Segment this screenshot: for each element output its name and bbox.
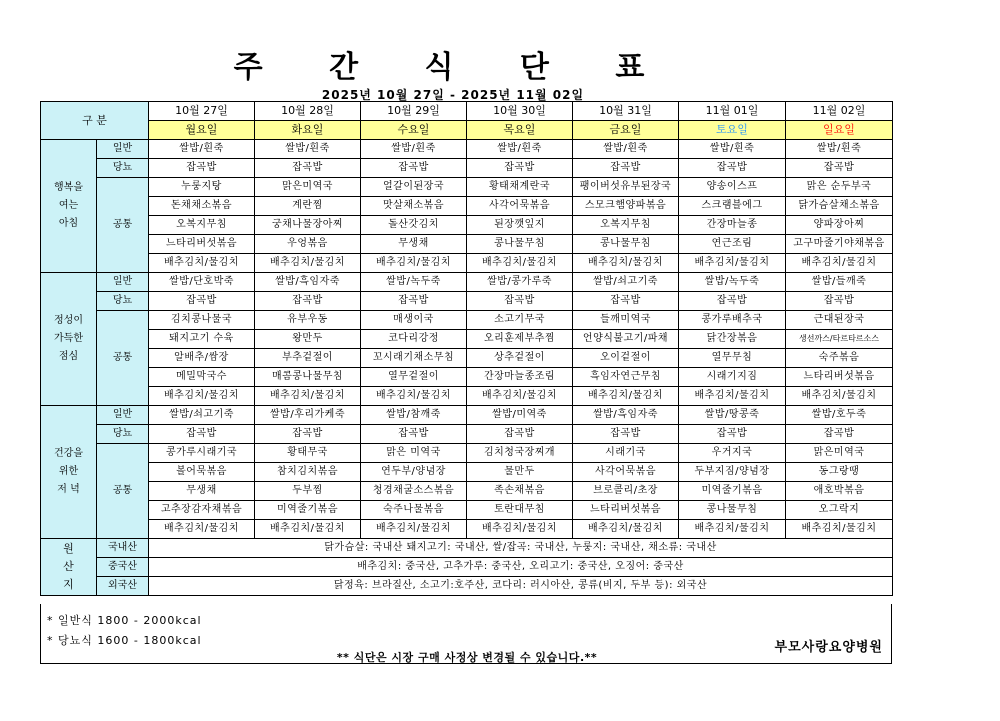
menu-item: 오그락지 [786, 501, 893, 520]
menu-item: 콩나물무침 [573, 235, 679, 254]
menu-item: 열무겉절이 [361, 368, 467, 387]
breakfast-general-row [41, 140, 893, 159]
menu-item: 쌀밥/흰죽 [149, 140, 255, 159]
menu-item: 잡곡밥 [573, 425, 679, 444]
menu-item: 물만두 [467, 463, 573, 482]
menu-item: 사각어묵볶음 [573, 463, 679, 482]
menu-item: 느타리버섯볶음 [786, 368, 893, 387]
menu-item: 콩가루시래기국 [149, 444, 255, 463]
lunch-label: 정성이 가득한 점심 [41, 273, 97, 406]
menu-item: 황태채계란국 [467, 178, 573, 197]
origin-label: 원 산 지 [41, 539, 97, 596]
menu-item: 배추김치/물김치 [149, 520, 255, 539]
menu-item: 매생이국 [361, 311, 467, 330]
menu-item: 잡곡밥 [255, 425, 361, 444]
dinner-common-row [41, 501, 893, 520]
menu-item: 쌀밥/호두죽 [786, 406, 893, 425]
menu-item: 닭가슴살채소볶음 [786, 197, 893, 216]
menu-item: 우거지국 [679, 444, 786, 463]
dinner-general-row [41, 406, 893, 425]
day-cell: 금요일 [573, 121, 679, 140]
menu-item: 오복지무침 [573, 216, 679, 235]
menu-item: 고구마줄기야채볶음 [786, 235, 893, 254]
breakfast-diabetic-row [41, 159, 893, 178]
page-title: 주 간 식 단 표 [233, 50, 673, 85]
menu-item: 돼지고기 수육 [149, 330, 255, 349]
origin-name: 중국산 [97, 558, 149, 577]
menu-item: 잡곡밥 [786, 159, 893, 178]
menu-item: 왕만두 [255, 330, 361, 349]
menu-item: 잡곡밥 [149, 425, 255, 444]
menu-item: 코다리강정 [361, 330, 467, 349]
menu-item: 매콤콩나물무침 [255, 368, 361, 387]
day-cell: 월요일 [149, 121, 255, 140]
menu-item: 잡곡밥 [467, 292, 573, 311]
date-cell: 10월 28일 [255, 102, 361, 121]
menu-item: 간장마늘종 [679, 216, 786, 235]
menu-item: 생선까스/타르타르소스 [786, 330, 893, 349]
menu-item: 족손채볶음 [467, 482, 573, 501]
general-label: 일반 [97, 140, 149, 159]
date-cell: 10월 27일 [149, 102, 255, 121]
breakfast-common-row [41, 197, 893, 216]
breakfast-common-row [41, 235, 893, 254]
menu-item: 시래기지짐 [679, 368, 786, 387]
origin-name: 국내산 [97, 539, 149, 558]
menu-item: 맑은 순두부국 [786, 178, 893, 197]
menu-item: 잡곡밥 [786, 425, 893, 444]
menu-item: 잡곡밥 [679, 159, 786, 178]
menu-item: 얼갈이된장국 [361, 178, 467, 197]
menu-item: 배추김치/물김치 [573, 387, 679, 406]
menu-item: 팽이버섯유부된장국 [573, 178, 679, 197]
menu-item: 돌산갓김치 [361, 216, 467, 235]
menu-item: 쌀밥/단호박죽 [149, 273, 255, 292]
menu-item: 배추김치/물김치 [361, 387, 467, 406]
menu-item: 쌀밥/미역죽 [467, 406, 573, 425]
day-cell: 화요일 [255, 121, 361, 140]
menu-item: 연두부/양념장 [361, 463, 467, 482]
menu-item: 잡곡밥 [467, 159, 573, 178]
menu-item: 쌀밥/흰죽 [255, 140, 361, 159]
menu-item: 언양식불고기/파채 [573, 330, 679, 349]
menu-item: 토란대무침 [467, 501, 573, 520]
origin-value: 배추김치: 중국산, 고추가루: 중국산, 오리고기: 중국산, 오징어: 중국산 [149, 558, 893, 577]
gubun-header: 구 분 [41, 102, 149, 140]
menu-item: 쌀밥/땅콩죽 [679, 406, 786, 425]
day-cell: 일요일 [786, 121, 893, 140]
menu-item: 배추김치/물김치 [255, 520, 361, 539]
menu-item: 계란찜 [255, 197, 361, 216]
menu-item: 쌀밥/흰죽 [361, 140, 467, 159]
header-day-row [41, 121, 893, 140]
date-cell: 10월 31일 [573, 102, 679, 121]
menu-item: 잡곡밥 [467, 425, 573, 444]
menu-item: 오복지무침 [149, 216, 255, 235]
dinner-diabetic-row [41, 425, 893, 444]
menu-item: 배추김치/물김치 [786, 387, 893, 406]
menu-item: 사각어묵볶음 [467, 197, 573, 216]
menu-item: 쌀밥/녹두죽 [679, 273, 786, 292]
menu-item: 두부찜 [255, 482, 361, 501]
notes-box [40, 604, 892, 664]
common-label: 공통 [97, 178, 149, 273]
general-label: 일반 [97, 273, 149, 292]
menu-item: 잡곡밥 [679, 425, 786, 444]
general-kcal-note: * 일반식 1800 - 2000kcal [47, 614, 202, 627]
day-cell: 수요일 [361, 121, 467, 140]
menu-item: 쌀밥/후리가케죽 [255, 406, 361, 425]
menu-item: 알배추/쌈장 [149, 349, 255, 368]
menu-item: 쌀밥/들깨죽 [786, 273, 893, 292]
lunch-common-row [41, 311, 893, 330]
menu-item: 근대된장국 [786, 311, 893, 330]
date-cell: 11월 02일 [786, 102, 893, 121]
menu-item: 유부우동 [255, 311, 361, 330]
menu-item: 배추김치/물김치 [467, 387, 573, 406]
menu-item: 맛살채소볶음 [361, 197, 467, 216]
menu-item: 돈채채소볶음 [149, 197, 255, 216]
menu-item: 배추김치/물김치 [573, 520, 679, 539]
menu-item: 미역줄기볶음 [679, 482, 786, 501]
menu-item: 배추김치/물김치 [467, 254, 573, 273]
menu-item: 간장마늘종조림 [467, 368, 573, 387]
header-date-row [41, 102, 893, 121]
menu-item: 쌀밥/흰죽 [679, 140, 786, 159]
breakfast-common-row [41, 178, 893, 197]
menu-item: 미역줄기볶음 [255, 501, 361, 520]
menu-item: 잡곡밥 [361, 425, 467, 444]
menu-item: 잡곡밥 [573, 292, 679, 311]
lunch-common-row [41, 368, 893, 387]
diabetic-label: 당뇨 [97, 292, 149, 311]
menu-item: 숙주나물볶음 [361, 501, 467, 520]
menu-item: 콩가루배추국 [679, 311, 786, 330]
origin-row [41, 558, 893, 577]
menu-item: 들깨미역국 [573, 311, 679, 330]
menu-item: 동그랑땡 [786, 463, 893, 482]
dinner-common-row [41, 482, 893, 501]
origin-value: 닭정육: 브라질산, 소고기:호주산, 코다리: 러시아산, 콩류(비지, 두부 등): 외국산 [149, 577, 893, 596]
lunch-diabetic-row [41, 292, 893, 311]
menu-item: 스크램블에그 [679, 197, 786, 216]
common-label: 공통 [97, 444, 149, 539]
menu-item: 잡곡밥 [255, 159, 361, 178]
menu-item: 메밀막국수 [149, 368, 255, 387]
weekly-menu-table [40, 101, 893, 596]
menu-item: 잡곡밥 [149, 292, 255, 311]
menu-item: 배추김치/물김치 [149, 254, 255, 273]
menu-item: 숙주볶음 [786, 349, 893, 368]
menu-item: 열무무침 [679, 349, 786, 368]
menu-item: 두부지짐/양념장 [679, 463, 786, 482]
menu-item: 쌀밥/녹두죽 [361, 273, 467, 292]
menu-item: 쌀밥/쇠고기죽 [149, 406, 255, 425]
date-cell: 10월 29일 [361, 102, 467, 121]
origin-name: 외국산 [97, 577, 149, 596]
menu-item: 쌀밥/흑임자죽 [573, 406, 679, 425]
menu-item: 닭간장볶음 [679, 330, 786, 349]
menu-item: 브로콜리/초장 [573, 482, 679, 501]
menu-item: 된장깻잎지 [467, 216, 573, 235]
common-label: 공통 [97, 311, 149, 406]
breakfast-common-row [41, 254, 893, 273]
menu-item: 잡곡밥 [786, 292, 893, 311]
lunch-common-row [41, 330, 893, 349]
menu-item: 우엉볶음 [255, 235, 361, 254]
date-cell: 10월 30일 [467, 102, 573, 121]
menu-item: 배추김치/물김치 [467, 520, 573, 539]
menu-item: 무생채 [149, 482, 255, 501]
hospital-name: 부모사랑요양병원 [774, 640, 883, 655]
diabetic-kcal-note: * 당뇨식 1600 - 1800kcal [47, 634, 202, 647]
menu-item: 소고기무국 [467, 311, 573, 330]
dinner-common-row [41, 520, 893, 539]
general-label: 일반 [97, 406, 149, 425]
diabetic-label: 당뇨 [97, 425, 149, 444]
menu-item: 쌀밥/흰죽 [573, 140, 679, 159]
menu-item: 잡곡밥 [149, 159, 255, 178]
menu-item: 쌀밥/쇠고기죽 [573, 273, 679, 292]
dinner-common-row [41, 463, 893, 482]
menu-item: 쌀밥/흰죽 [786, 140, 893, 159]
menu-item: 배추김치/물김치 [255, 387, 361, 406]
change-notice: ** 식단은 시장 구매 사정상 변경될 수 있습니다.** [336, 651, 598, 664]
menu-item: 느타리버섯볶음 [573, 501, 679, 520]
menu-item: 맑은미역국 [255, 178, 361, 197]
menu-item: 흑임자연근무침 [573, 368, 679, 387]
menu-item: 고추장감자채볶음 [149, 501, 255, 520]
menu-item: 오이겉절이 [573, 349, 679, 368]
menu-item: 꼬시래기채소무침 [361, 349, 467, 368]
day-cell: 토요일 [679, 121, 786, 140]
day-cell: 목요일 [467, 121, 573, 140]
menu-item: 쌀밥/흑임자죽 [255, 273, 361, 292]
menu-item: 시래기국 [573, 444, 679, 463]
menu-item: 무생채 [361, 235, 467, 254]
menu-item: 잡곡밥 [361, 292, 467, 311]
menu-item: 참치김치볶음 [255, 463, 361, 482]
breakfast-label: 행복을 여는 아침 [41, 140, 97, 273]
date-range: 2025년 10월 27일 - 2025년 11월 02일 [321, 88, 585, 102]
menu-item: 배추김치/물김치 [149, 387, 255, 406]
menu-item: 쌀밥/흰죽 [467, 140, 573, 159]
menu-item: 배추김치/물김치 [361, 520, 467, 539]
menu-item: 스모크햄양파볶음 [573, 197, 679, 216]
menu-item: 상추겉절이 [467, 349, 573, 368]
date-cell: 11월 01일 [679, 102, 786, 121]
menu-item: 애호박볶음 [786, 482, 893, 501]
lunch-general-row [41, 273, 893, 292]
menu-item: 배추김치/물김치 [679, 254, 786, 273]
menu-item: 황태무국 [255, 444, 361, 463]
menu-item: 배추김치/물김치 [255, 254, 361, 273]
breakfast-common-row [41, 216, 893, 235]
menu-item: 배추김치/물김치 [786, 520, 893, 539]
origin-row [41, 539, 893, 558]
menu-item: 잡곡밥 [679, 292, 786, 311]
lunch-common-row [41, 387, 893, 406]
menu-item: 양파장아찌 [786, 216, 893, 235]
menu-item: 오리훈제부추찜 [467, 330, 573, 349]
menu-item: 콩나물무침 [467, 235, 573, 254]
menu-item: 잡곡밥 [573, 159, 679, 178]
menu-item: 누룽지탕 [149, 178, 255, 197]
menu-item: 볼어묵볶음 [149, 463, 255, 482]
menu-item: 연근조림 [679, 235, 786, 254]
menu-item: 배추김치/물김치 [679, 387, 786, 406]
menu-item: 잡곡밥 [361, 159, 467, 178]
menu-item: 배추김치/물김치 [679, 520, 786, 539]
menu-item: 양송이스프 [679, 178, 786, 197]
dinner-common-row [41, 444, 893, 463]
menu-item: 궁채나물장아찌 [255, 216, 361, 235]
menu-item: 청경채굴소스볶음 [361, 482, 467, 501]
menu-item: 김치청국장찌개 [467, 444, 573, 463]
menu-item: 콩나물무침 [679, 501, 786, 520]
menu-item: 잡곡밥 [255, 292, 361, 311]
menu-item: 김치콩나물국 [149, 311, 255, 330]
lunch-common-row [41, 349, 893, 368]
menu-item: 느타리버섯볶음 [149, 235, 255, 254]
menu-item: 맑은미역국 [786, 444, 893, 463]
menu-item: 부추겉절이 [255, 349, 361, 368]
menu-item: 배추김치/물김치 [361, 254, 467, 273]
menu-item: 배추김치/물김치 [573, 254, 679, 273]
menu-item: 쌀밥/콩가루죽 [467, 273, 573, 292]
menu-item: 맑은 미역국 [361, 444, 467, 463]
dinner-label: 건강을 위한 저 녁 [41, 406, 97, 539]
menu-item: 쌀밥/참깨죽 [361, 406, 467, 425]
origin-row [41, 577, 893, 596]
menu-item: 배추김치/물김치 [786, 254, 893, 273]
diabetic-label: 당뇨 [97, 159, 149, 178]
origin-value: 닭가슴살: 국내산 돼지고기: 국내산, 쌀/잡곡: 국내산, 누룽지: 국내산, 채소류: 국내산 [149, 539, 893, 558]
